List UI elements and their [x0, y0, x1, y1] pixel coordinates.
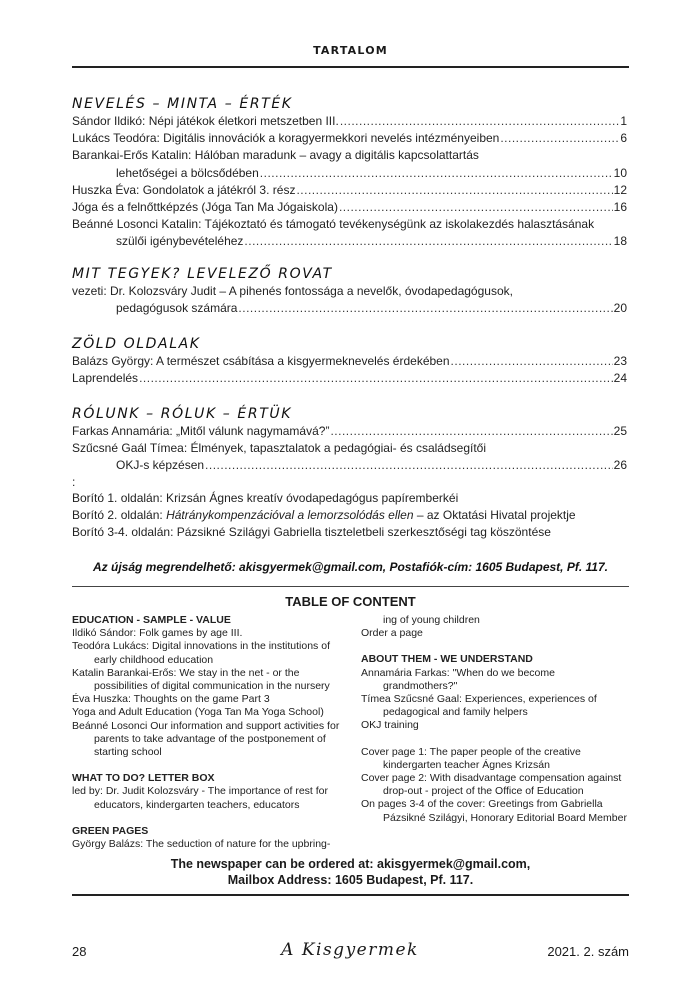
dot-leader	[205, 457, 613, 474]
toc-en-section-title: GREEN PAGES	[72, 824, 149, 837]
spacer	[361, 733, 629, 746]
toc-entry	[72, 440, 627, 457]
toc-en-entry: Cover page 1: The paper people of the creative kindergarten teacher Ágnes Krizsán	[361, 745, 581, 771]
issue-label: 2021. 2. szám	[547, 944, 629, 959]
header-rule	[72, 66, 629, 68]
dot-leader	[340, 113, 620, 130]
toc-entry	[116, 165, 627, 182]
dot-leader	[500, 130, 619, 147]
dot-leader	[296, 182, 612, 199]
order-en-line: The newspaper can be ordered at: akisgyermek@gmail.com,	[170, 857, 531, 871]
toc-entry	[72, 130, 627, 147]
toc-en-entry: ing of young children	[383, 614, 480, 626]
dot-leader	[451, 353, 613, 370]
toc-entry-text: Huszka Éva: Gondolatok a játékról 3. rész	[72, 182, 296, 197]
toc-page-number: 20	[613, 301, 627, 316]
toc-entry	[72, 113, 627, 130]
toc-entry	[116, 300, 627, 317]
toc-page-number: 26	[613, 458, 627, 473]
section-title: ZÖLD OLDALAK	[72, 336, 201, 352]
toc-en-entry: Beánné Losonci Our information and support activities for parents to take advantage of the postponement of starting school	[72, 719, 340, 759]
toc-page-number: 18	[613, 234, 627, 249]
toc-en-section-title: EDUCATION - SAMPLE - VALUE	[72, 614, 231, 626]
cover-note-part: Hátránykompenzációval a lemorzsolódás ellen	[166, 508, 414, 522]
toc-en-entry: Katalin Barankai-Erős: We stay in the net - or the possibilities of digital communication in the nursery	[72, 666, 330, 693]
spacer	[72, 759, 340, 772]
toc-en-right-column	[361, 614, 629, 825]
toc-entry	[72, 147, 627, 164]
toc-en-entry: Annamária Farkas: "When do we become grandmothers?"	[361, 666, 555, 692]
toc-entry-text: Lukács Teodóra: Digitális innovációk a koragyermekkori nevelés intézményeiben	[72, 131, 500, 146]
toc-en-entry: OKJ training	[361, 719, 419, 732]
section-title: MIT TEGYEK? LEVELEZŐ ROVAT	[72, 266, 333, 282]
toc-entry-text: Jóga és a felnőttképzés (Jóga Tan Ma Jógaiskola)	[72, 200, 338, 214]
toc-entry-text: lehetőségei a bölcsődében	[116, 165, 259, 180]
toc-page-number: 16	[613, 200, 627, 214]
toc-en-entry: Yoga and Adult Education (Yoga Tan Ma Yoga School)	[72, 706, 324, 719]
toc-page-number: 25	[613, 424, 627, 438]
toc-page-number: 10	[613, 165, 627, 180]
footer-rule	[72, 894, 629, 896]
toc-en-entry: Ildikó Sándor: Folk games by age III.	[72, 627, 243, 640]
toc-entry	[72, 182, 627, 199]
magazine-brand: A Kisgyermek	[281, 940, 419, 960]
cover-note-part: – az Oktatási Hivatal projektje	[413, 508, 576, 522]
order-info-en	[72, 856, 629, 888]
colon-marker: :	[72, 475, 76, 489]
page-number: 28	[72, 944, 87, 959]
toc-entry	[72, 199, 627, 216]
toc-entry-text: Balázs György: A természet csábítása a kisgyermeknevelés érdekében	[72, 354, 450, 368]
toc-entry	[72, 216, 627, 233]
toc-entry-text: Laprendelés	[72, 371, 139, 386]
toc-entry	[72, 283, 627, 300]
toc-entry	[116, 233, 627, 250]
toc-entry-text: szülői igénybevételéhez	[116, 234, 244, 249]
dot-leader	[238, 300, 612, 317]
toc-en-entry: Teodóra Lukács: Digital innovations in the institutions of early childhood education	[72, 640, 330, 666]
toc-en-section-title: ABOUT THEM - WE UNDERSTAND	[361, 653, 533, 666]
dot-leader	[244, 233, 612, 250]
divider-rule	[72, 586, 629, 587]
toc-page-number: 23	[613, 354, 627, 368]
section-title: RÓLUNK – RÓLUK – ÉRTÜK	[72, 406, 292, 422]
toc-entry-text: pedagógusok számára	[116, 301, 238, 316]
toc-en-entry: Cover page 2: With disadvantage compensation against drop-out - project of the Office of Education	[361, 772, 622, 798]
toc-page-number: 12	[613, 182, 627, 197]
toc-page-number: 24	[613, 371, 627, 386]
toc-entry-text: Szűcsné Gaál Tímea: Élmények, tapasztalatok a pedagógiai- és családsegítői	[72, 441, 487, 456]
toc-entry	[72, 423, 627, 440]
toc-en-entry: Éva Huszka: Thoughts on the game Part 3	[72, 693, 270, 706]
toc-page-number: 1	[620, 114, 627, 128]
toc-en-title: TABLE OF CONTENT	[285, 594, 416, 609]
toc-en-left-column	[72, 614, 340, 851]
order-info-hu: Az újság megrendelhető: akisgyermek@gmail.com, Postafiók-cím: 1605 Budapest, Pf. 117.	[93, 560, 608, 574]
toc-en-section-title: WHAT TO DO? LETTER BOX	[72, 772, 215, 785]
toc-entry	[72, 370, 627, 387]
dot-leader	[260, 165, 613, 182]
page-header-title: TARTALOM	[313, 44, 388, 57]
toc-entry-text: vezeti: Dr. Kolozsváry Judit – A pihenés fontossága a nevelők, óvodapedagógusok,	[72, 284, 513, 298]
toc-en-entry: Tímea Szűcsné Gaal: Experiences, experiences of pedagogical and family helpers	[361, 693, 597, 719]
dot-leader	[139, 370, 613, 387]
order-en-line: Mailbox Address: 1605 Budapest, Pf. 117.	[227, 873, 474, 887]
cover-note: Borító 1. oldalán: Krizsán Ágnes kreatív óvodapedagógus papíremberkéi	[72, 491, 459, 505]
cover-note-part: Borító 2. oldalán:	[72, 508, 167, 522]
dot-leader	[339, 199, 613, 216]
toc-entry	[116, 457, 627, 474]
toc-entry-text: Sándor Ildikó: Népi játékok életkori metszetben III.	[72, 114, 339, 128]
toc-entry	[72, 353, 627, 370]
toc-entry-text: Beánné Losonci Katalin: Tájékoztató és támogató tevékenységünk az iskolakezdés halasztásának	[72, 217, 595, 232]
toc-entry-text: Barankai-Erős Katalin: Hálóban maradunk – avagy a digitális kapcsolattartás	[72, 148, 479, 163]
toc-en-entry: György Balázs: The seduction of nature for the upbring-	[72, 838, 331, 851]
toc-page-number: 6	[620, 131, 627, 146]
section-title: NEVELÉS – MINTA – ÉRTÉK	[72, 96, 293, 112]
cover-note	[72, 507, 576, 524]
dot-leader	[330, 423, 612, 440]
spacer	[361, 640, 629, 653]
toc-en-entry: On pages 3-4 of the cover: Greetings from Gabriella Pázsikné Szilágyi, Honorary Editorial Board Member	[361, 798, 627, 824]
toc-en-entry: led by: Dr. Judit Kolozsváry - The importance of rest for educators, kindergarten teachers, educators	[72, 785, 328, 811]
toc-entry-text: Farkas Annamária: „Mitől válunk nagymamává?”	[72, 424, 330, 438]
cover-note: Borító 3-4. oldalán: Pázsikné Szilágyi Gabriella tiszteletbeli szerkesztőségi tag köszöntése	[72, 525, 551, 539]
toc-entry-text: OKJ-s képzésen	[116, 458, 205, 473]
toc-en-entry: Order a page	[361, 627, 423, 640]
spacer	[72, 812, 340, 825]
